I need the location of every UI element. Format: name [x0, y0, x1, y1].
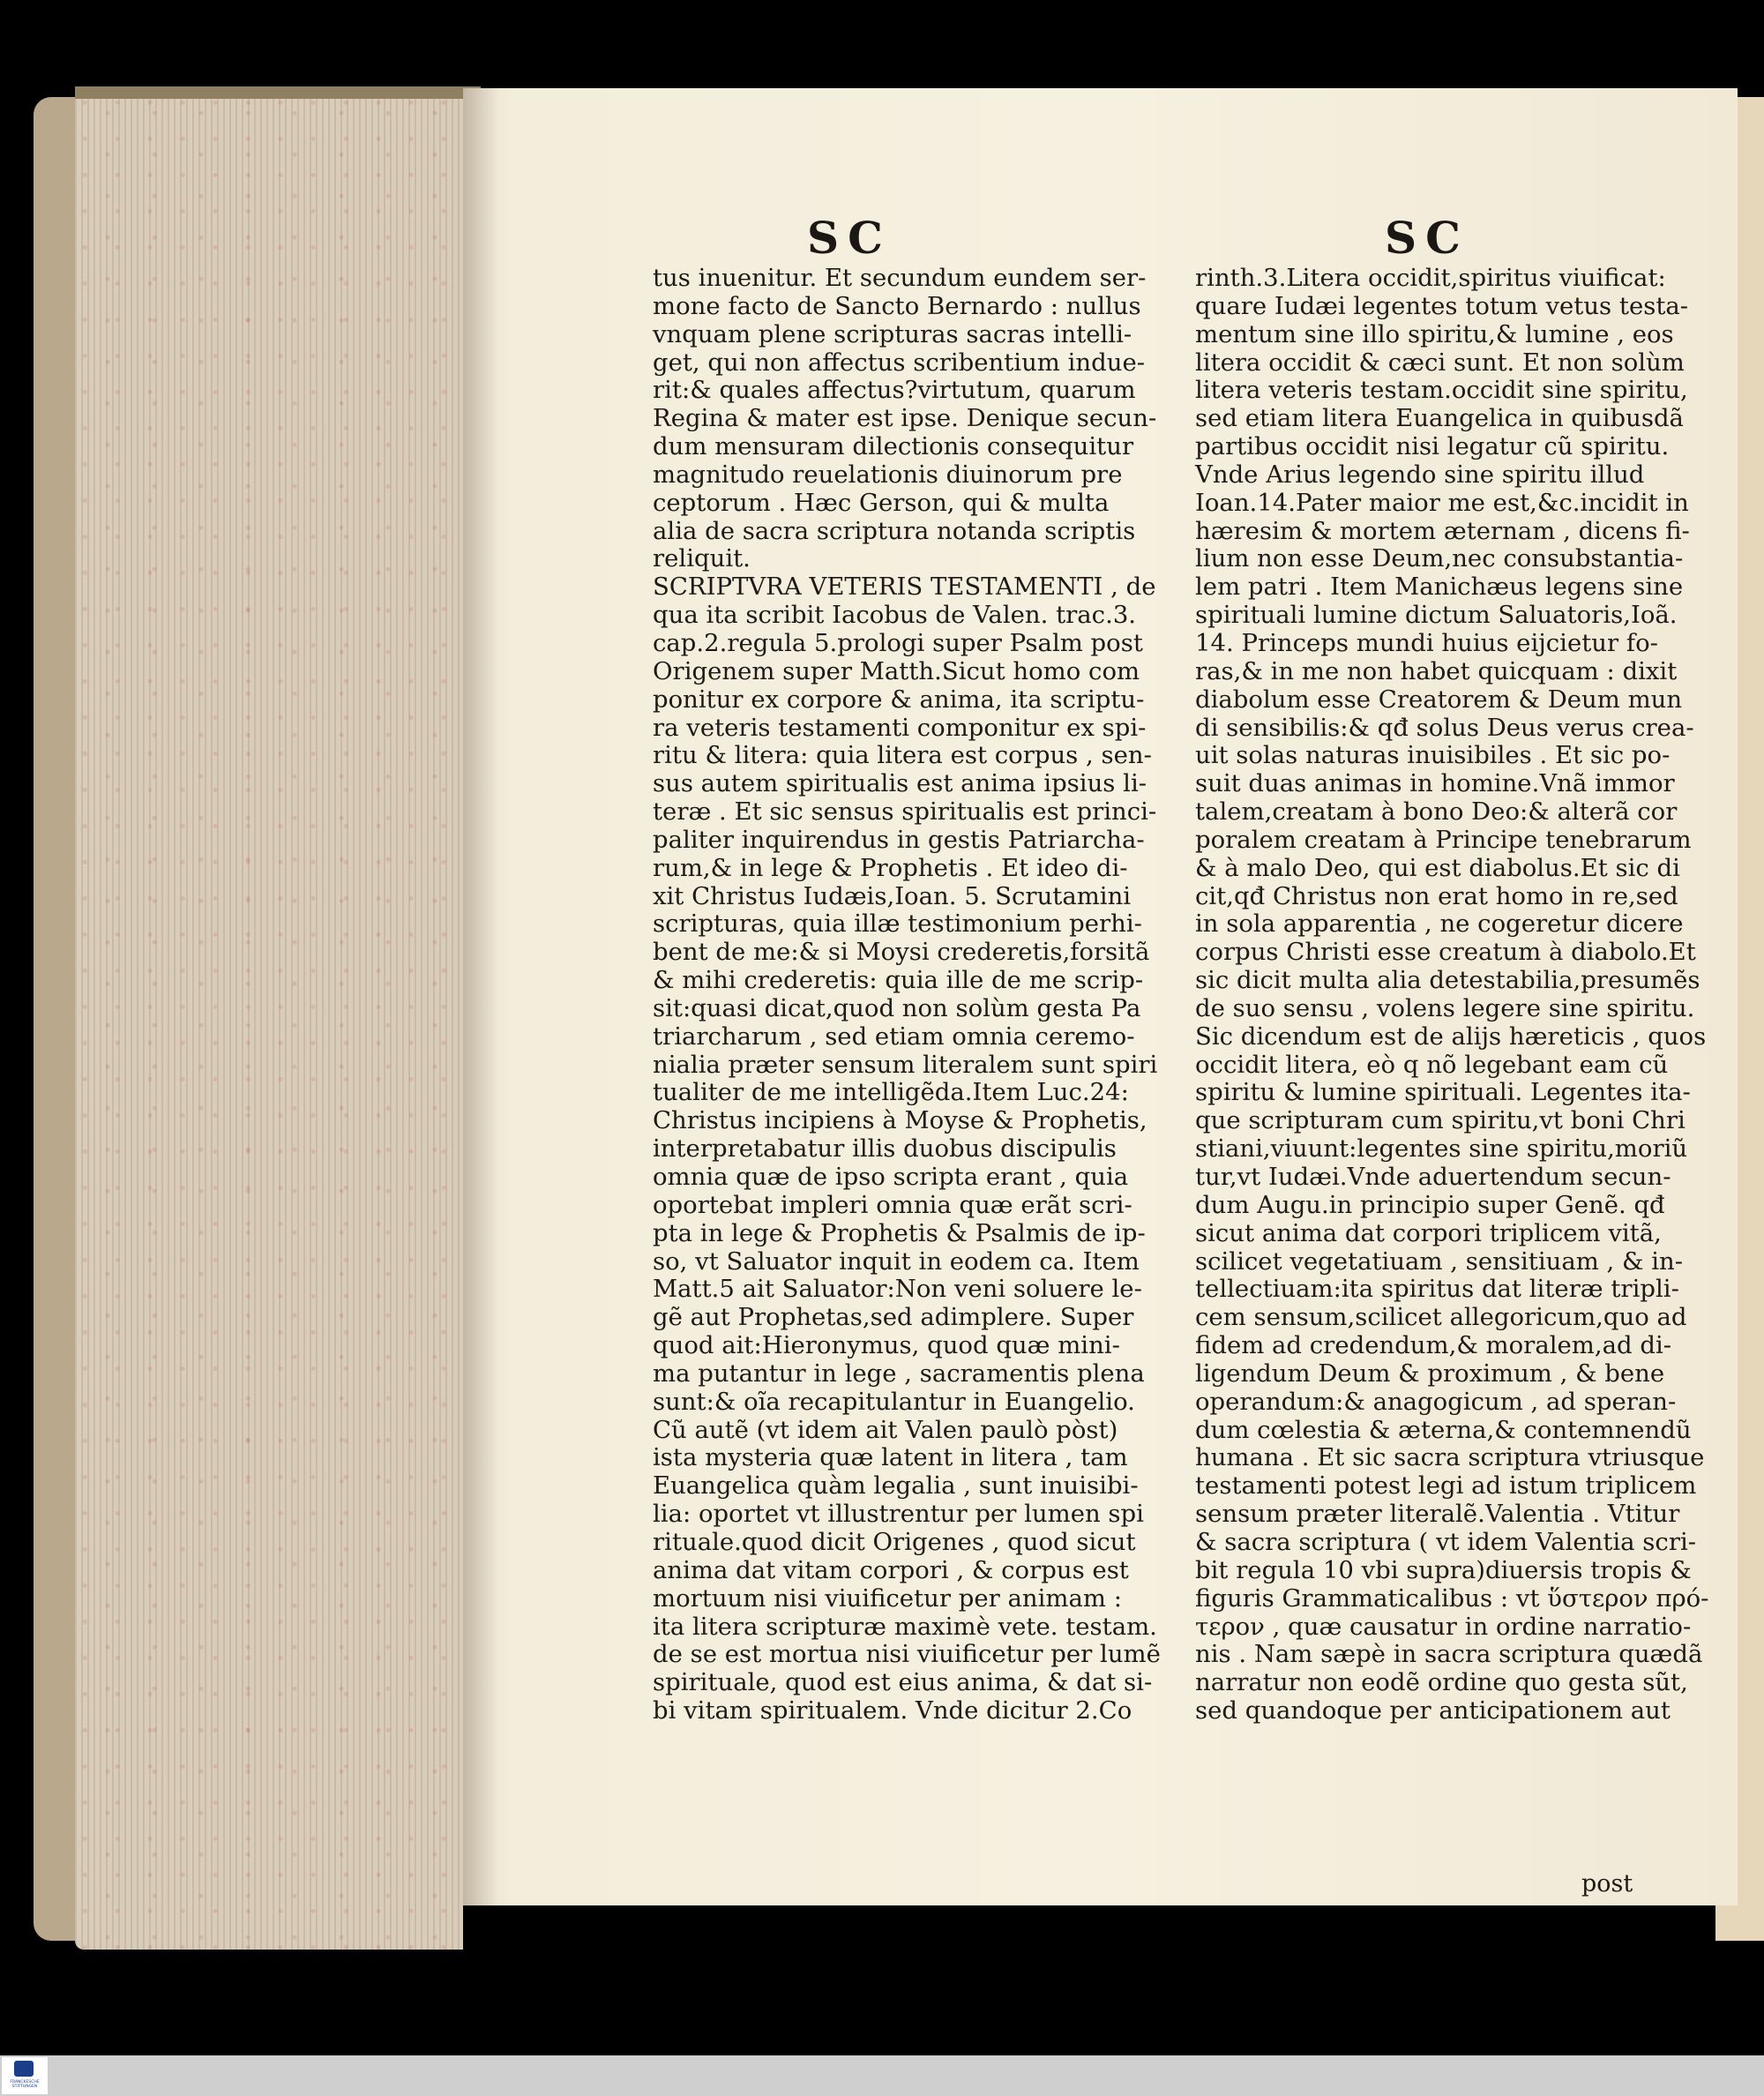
text-line: uit solas naturas inuisibiles . Et sic po-	[1195, 741, 1671, 770]
text-line: reliquit.	[653, 544, 751, 573]
text-line: bent de me:& si Moysi crederetis,forsitã	[653, 938, 1150, 967]
text-line: ligendum Deum & proximum , & bene	[1195, 1359, 1665, 1388]
text-line: dum Augu.in principio super Genẽ. qđ	[1195, 1190, 1665, 1219]
text-line: narratur non eodẽ ordine quo gesta sũt,	[1195, 1668, 1688, 1697]
text-line: diabolum esse Creatorem & Deum mun	[1195, 685, 1683, 714]
text-line: dum mensuram dilectionis consequitur	[653, 432, 1134, 461]
book-page	[463, 88, 1738, 1905]
text-line: & à malo Deo, qui est diabolus.Et sic di	[1195, 853, 1680, 882]
text-line: Regina & mater est ipse. Denique secun-	[653, 404, 1157, 433]
text-line: pta in lege & Prophetis & Psalmis de ip-	[653, 1218, 1146, 1247]
text-line: tellectiuam:ita spiritus dat literæ tripli-	[1195, 1275, 1679, 1304]
text-line: rituale.quod dicit Origenes , quod sicut	[653, 1527, 1136, 1556]
text-line: xit Christus Iudæis,Ioan. 5. Scrutamini	[653, 881, 1132, 910]
text-line: spirituale, quod est eius anima, & dat si-	[653, 1668, 1153, 1697]
text-line: ita litera scripturæ maximè vete. testam.	[653, 1612, 1157, 1641]
text-line: Cũ autẽ (vt idem ait Valen paulò pòst)	[653, 1415, 1118, 1444]
text-line: sunt:& oĩa recapitulantur in Euangelio.	[653, 1387, 1135, 1416]
page-gutter-shadow	[463, 88, 498, 1905]
text-line: spirituali lumine dictum Saluatoris,Ioã.	[1195, 601, 1678, 630]
text-line: ista mysteria quæ latent in litera , tam	[653, 1443, 1128, 1472]
text-line: triarcharum , sed etiam omnia ceremo-	[653, 1022, 1135, 1051]
text-line: 14. Princeps mundi huius eijcietur fo-	[1195, 628, 1658, 657]
text-line: oportebat impleri omnia quæ erãt scri-	[653, 1190, 1132, 1219]
text-line: Christus incipiens à Moyse & Prophetis,	[653, 1106, 1147, 1135]
text-line: cap.2.regula 5.prologi super Psalm post	[653, 628, 1143, 657]
text-line: paliter inquirendus in gestis Patriarcha-	[653, 825, 1145, 854]
text-line: ritu & litera: quia litera est corpus , sen-	[653, 741, 1152, 770]
text-line: Ioan.14.Pater maior me est,&c.incidit in	[1195, 488, 1689, 517]
text-line: ponitur ex corpore & anima, ita scriptu-	[653, 685, 1145, 714]
text-line: dum cœlestia & æterna,& contemnendũ	[1195, 1415, 1692, 1444]
text-line: gẽ aut Prophetas,sed adimplere. Super	[653, 1303, 1134, 1332]
text-line: operandum:& anagogicum , ad speran-	[1195, 1387, 1677, 1416]
text-line: ra veteris testamenti componitur ex spi-	[653, 713, 1147, 742]
text-line: litera veteris testam.occidit sine spiritu,	[1195, 376, 1688, 405]
viewer-bottom-bar	[0, 2055, 1764, 2096]
text-line: tualiter de me intelligẽda.Item Luc.24:	[653, 1078, 1129, 1107]
text-line: sicut anima dat corpori triplicem vitã,	[1195, 1218, 1662, 1247]
text-line: rinth.3.Litera occidit,spiritus viuificat:	[1195, 264, 1666, 292]
text-line: sus autem spiritualis est anima ipsius li-	[653, 769, 1147, 798]
text-line: lium non esse Deum,nec consubstantia-	[1195, 544, 1684, 573]
text-line: cit,qđ Christus non erat homo in re,sed	[1195, 881, 1678, 910]
text-line: hæresim & mortem æternam , dicens fi-	[1195, 516, 1690, 545]
text-line: litera occidit & cæci sunt. Et non solùm	[1195, 348, 1685, 377]
text-line: mentum sine illo spiritu,& lumine , eos	[1195, 319, 1674, 348]
text-line: cem sensum,scilicet allegoricum,quo ad	[1195, 1303, 1687, 1332]
text-line: sit:quasi dicat,quod non solùm gesta Pa	[653, 993, 1141, 1022]
text-line: nis . Nam sæpè in sacra scriptura quædã	[1195, 1640, 1703, 1669]
text-line: figuris Grammaticalibus : vt ὕστερον πρό-	[1195, 1583, 1709, 1613]
text-line: Matt.5 ait Saluator:Non veni soluere le-	[653, 1275, 1142, 1304]
text-line: τερον , quæ causatur in ordine narratio-	[1195, 1612, 1692, 1641]
text-line: SCRIPTVRA VETERIS TESTAMENTI , de	[653, 573, 1156, 602]
text-line: tus inuenitur. Et secundum eundem ser-	[653, 264, 1147, 292]
text-line: ras,& in me non habet quicquam : dixit	[1195, 656, 1678, 685]
text-line: scripturas, quia illæ testimonium perhi-	[653, 910, 1142, 939]
text-line: sed etiam litera Euangelica in quibusdã	[1195, 404, 1684, 433]
text-line: qua ita scribit Iacobus de Valen. trac.3.	[653, 601, 1137, 630]
text-line: di sensibilis:& qđ solus Deus verus crea-	[1195, 713, 1694, 742]
text-line: testamenti potest legi ad istum triplicem	[1195, 1471, 1697, 1501]
text-line: bi vitam spiritualem. Vnde dicitur 2.Co	[653, 1696, 1132, 1725]
text-line: corpus Christi esse creatum à diabolo.Et	[1195, 938, 1696, 967]
text-line: get, qui non affectus scribentium indue-	[653, 348, 1146, 377]
text-line: Origenem super Matth.Sicut homo com	[653, 656, 1140, 685]
book-page-edges	[75, 88, 463, 1950]
text-line: mone facto de Sancto Bernardo : nullus	[653, 291, 1141, 320]
text-line: sensum præter literalẽ.Valentia . Vtitur	[1195, 1500, 1680, 1529]
institution-logo	[2, 2057, 48, 2094]
text-line: interpretabatur illis duobus discipulis	[653, 1134, 1117, 1164]
text-line: so, vt Saluator inquit in eodem ca. Item	[653, 1246, 1140, 1276]
text-line: magnitudo reuelationis diuinorum pre	[653, 460, 1123, 489]
text-line: rum,& in lege & Prophetis . Et ideo di-	[653, 853, 1128, 882]
text-line: humana . Et sic sacra scriptura vtriusque	[1195, 1443, 1705, 1472]
text-line: & sacra scriptura ( vt idem Valentia scri-	[1195, 1527, 1697, 1556]
text-line: sic dicit multa alia detestabilia,presumẽs	[1195, 966, 1700, 995]
text-line: talem,creatam à bono Deo:& alterã cor	[1195, 797, 1678, 827]
text-line: de se est mortua nisi viuificetur per lumẽ	[653, 1640, 1161, 1669]
catchword: post	[1581, 1870, 1633, 1898]
text-line: rit:& quales affectus?virtutum, quarum	[653, 376, 1136, 405]
text-line: occidit litera, eò q nõ legebant eam cũ	[1195, 1050, 1669, 1079]
text-line: vnquam plene scripturas sacras intelli-	[653, 319, 1132, 348]
text-line: mortuum nisi viuificetur per animam :	[653, 1583, 1122, 1613]
text-line: teræ . Et sic sensus spiritualis est princi-	[653, 797, 1157, 827]
text-line: nialia præter sensum literalem sunt spiri	[653, 1050, 1158, 1079]
text-line: in sola apparentia , ne cogeretur dicere	[1195, 910, 1684, 939]
text-line: scilicet vegetatiuam , sensitiuam , & in-	[1195, 1246, 1684, 1276]
text-line: de suo sensu , volens legere sine spiritu.	[1195, 993, 1695, 1022]
text-line: omnia quæ de ipso scripta erant , quia	[653, 1163, 1129, 1191]
text-line: & mihi crederetis: quia ille de me scrip-	[653, 966, 1144, 995]
text-line: suit duas animas in homine.Vnã immor	[1195, 769, 1675, 798]
text-line: alia de sacra scriptura notanda scriptis	[653, 516, 1136, 545]
running-head-left: SC	[807, 212, 892, 264]
logo-text: FRANCKESCHE STIFTUNGEN	[10, 2080, 40, 2089]
text-line: Vnde Arius legendo sine spiritu illud	[1195, 460, 1645, 489]
book-cover-top	[75, 86, 481, 99]
running-head-right: SC	[1385, 212, 1469, 264]
logo-mark-icon	[14, 2061, 34, 2077]
text-line: bit regula 10 vbi supra)diuersis tropis &	[1195, 1555, 1692, 1584]
text-line: anima dat vitam corpori , & corpus est	[653, 1555, 1129, 1584]
text-line: sed quandoque per anticipationem aut	[1195, 1696, 1671, 1725]
text-line: fidem ad credendum,& moralem,ad di-	[1195, 1331, 1672, 1360]
text-line: lia: oportet vt illustrentur per lumen spi	[653, 1500, 1144, 1529]
text-line: poralem creatam à Principe tenebrarum	[1195, 825, 1692, 854]
text-line: ma putantur in lege , sacramentis plena	[653, 1359, 1145, 1388]
text-line: lem patri . Item Manichæus legens sine	[1195, 573, 1684, 602]
text-line: quare Iudæi legentes totum vetus testa-	[1195, 291, 1689, 320]
text-column-right	[1195, 264, 1709, 1725]
text-line: que scripturam cum spiritu,vt boni Chri	[1195, 1106, 1686, 1135]
text-line: quod ait:Hieronymus, quod quæ mini-	[653, 1331, 1120, 1360]
text-line: Sic dicendum est de alijs hæreticis , quos	[1195, 1022, 1707, 1051]
text-line: partibus occidit nisi legatur cũ spiritu.	[1195, 432, 1670, 461]
text-line: spiritu & lumine spirituali. Legentes ita-	[1195, 1078, 1691, 1107]
text-line: stiani,viuunt:legentes sine spiritu,moriũ	[1195, 1134, 1688, 1164]
text-line: ceptorum . Hæc Gerson, qui & multa	[653, 488, 1110, 517]
text-line: Euangelica quàm legalia , sunt inuisibi-	[653, 1471, 1139, 1501]
text-column-left	[653, 265, 1182, 1725]
text-line: tur,vt Iudæi.Vnde aduertendum secun-	[1195, 1163, 1671, 1191]
